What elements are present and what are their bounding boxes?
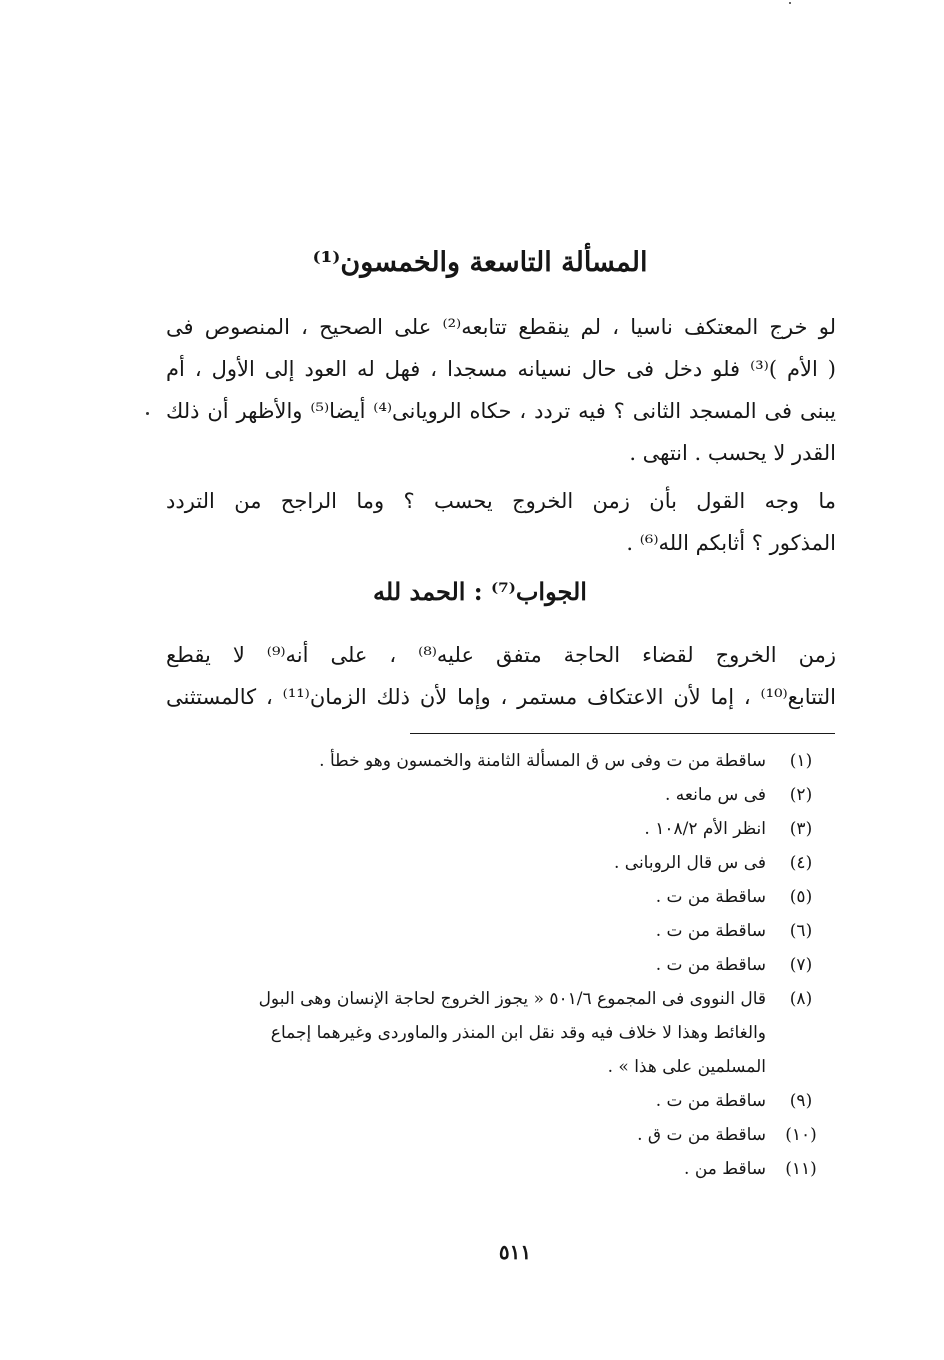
- text-line: لو خرج المعتكف ناسيا ، لم ينقطع تتابعه⁽²⁾ على الصحيح ، المنصوص فى: [166, 315, 837, 339]
- footnote-item: [166, 1084, 836, 1118]
- footnote-text: ساقطة من ت .: [655, 887, 766, 907]
- footnote-item: [166, 846, 836, 880]
- footnote-divider: [410, 733, 835, 734]
- answer-paragraph: [166, 634, 836, 718]
- footnote-number: (٨): [789, 989, 813, 1009]
- text-line: يبنى فى المسجد الثانى ؟ فيه تردد ، حكاه الرويانى⁽⁴⁾ أيضا⁽⁵⁾ والأظهر أن ذلك: [166, 399, 837, 423]
- text-line: المذكور ؟ أثابكم الله⁽⁶⁾ .: [626, 531, 836, 555]
- footnote-number: (٣): [789, 819, 813, 839]
- footnote-number: (٦): [789, 921, 813, 941]
- footnote-item: [166, 744, 836, 778]
- answer-heading: الجواب⁽⁷⁾ : الحمد لله: [373, 577, 587, 606]
- footnote-number: (٧): [789, 955, 813, 975]
- footnotes-list: [166, 744, 836, 1186]
- footnote-number: (٩): [789, 1091, 813, 1111]
- footnote-item: [166, 880, 836, 914]
- footnote-number: (٢): [789, 785, 813, 805]
- page-title: المسألة التاسعة والخمسون⁽¹⁾: [312, 247, 648, 278]
- footnote-text: فى س مانعه .: [665, 785, 766, 805]
- text-line: زمن الخروج لقضاء الحاجة متفق عليه⁽⁸⁾ ، على أنه⁽⁹⁾ لا يقطع: [166, 643, 836, 667]
- footnote-text: ساقطة من ت .: [655, 955, 766, 975]
- footnote-text: ساقطة من ت وفى س ق المسألة الثامنة والخمسون وهو خطأ .: [319, 751, 766, 771]
- footnote-text: فى س قال الروبانى .: [613, 853, 766, 873]
- footnote-text: ساقطة من ت .: [655, 921, 766, 941]
- text-line: ( الأم )⁽³⁾ فلو دخل فى حال نسيانه مسجدا ، فهل له العود إلى الأول ، أم: [166, 357, 836, 381]
- footnote-number: (١٠): [785, 1125, 817, 1145]
- footnote-item: [166, 778, 836, 812]
- question-followup-paragraph: [166, 480, 836, 564]
- footnote-item: [166, 1152, 836, 1186]
- footnote-item: [166, 1118, 836, 1152]
- text-line: ما وجه القول بأن زمن الخروج يحسب ؟ وما الراجح من التردد: [166, 489, 836, 513]
- question-paragraph: [166, 306, 836, 474]
- footnote-text: انظر الأم ١٠٨/٢ .: [644, 819, 766, 839]
- footnote-text: ساقطة من ت .: [655, 1091, 766, 1111]
- footnote-text: ساقطة من ت ق .: [637, 1125, 766, 1145]
- footnote-item: [166, 914, 836, 948]
- footnote-item: [166, 982, 836, 1084]
- scan-speck: [146, 412, 149, 415]
- footnote-item: [166, 948, 836, 982]
- text-line: التتابع⁽¹⁰⁾ ، إما لأن الاعتكاف مستمر ، وإما لأن ذلك الزمان⁽¹¹⁾ ، كالمستثنى: [166, 685, 836, 709]
- page-number: ٥١١: [498, 1240, 532, 1264]
- footnote-number: (٤): [789, 853, 813, 873]
- footnote-item: [166, 812, 836, 846]
- footnote-number: (١١): [785, 1159, 817, 1179]
- footnote-number: (٥): [789, 887, 813, 907]
- footnote-number: (١): [789, 751, 813, 771]
- text-line: القدر لا يحسب . انتهى .: [629, 441, 836, 465]
- footnote-text: قال النووى فى المجموع ٥٠١/٦ « يجوز الخروج لحاجة الإنسان وهى البول والغائط وهذا لا خلاف فيه وقد نقل ابن المنذر والماوردى وغيرهما إجماع المسلمين على هذا » .: [258, 989, 766, 1077]
- scan-speck: [789, 2, 791, 4]
- footnote-text: ساقط من .: [684, 1159, 766, 1179]
